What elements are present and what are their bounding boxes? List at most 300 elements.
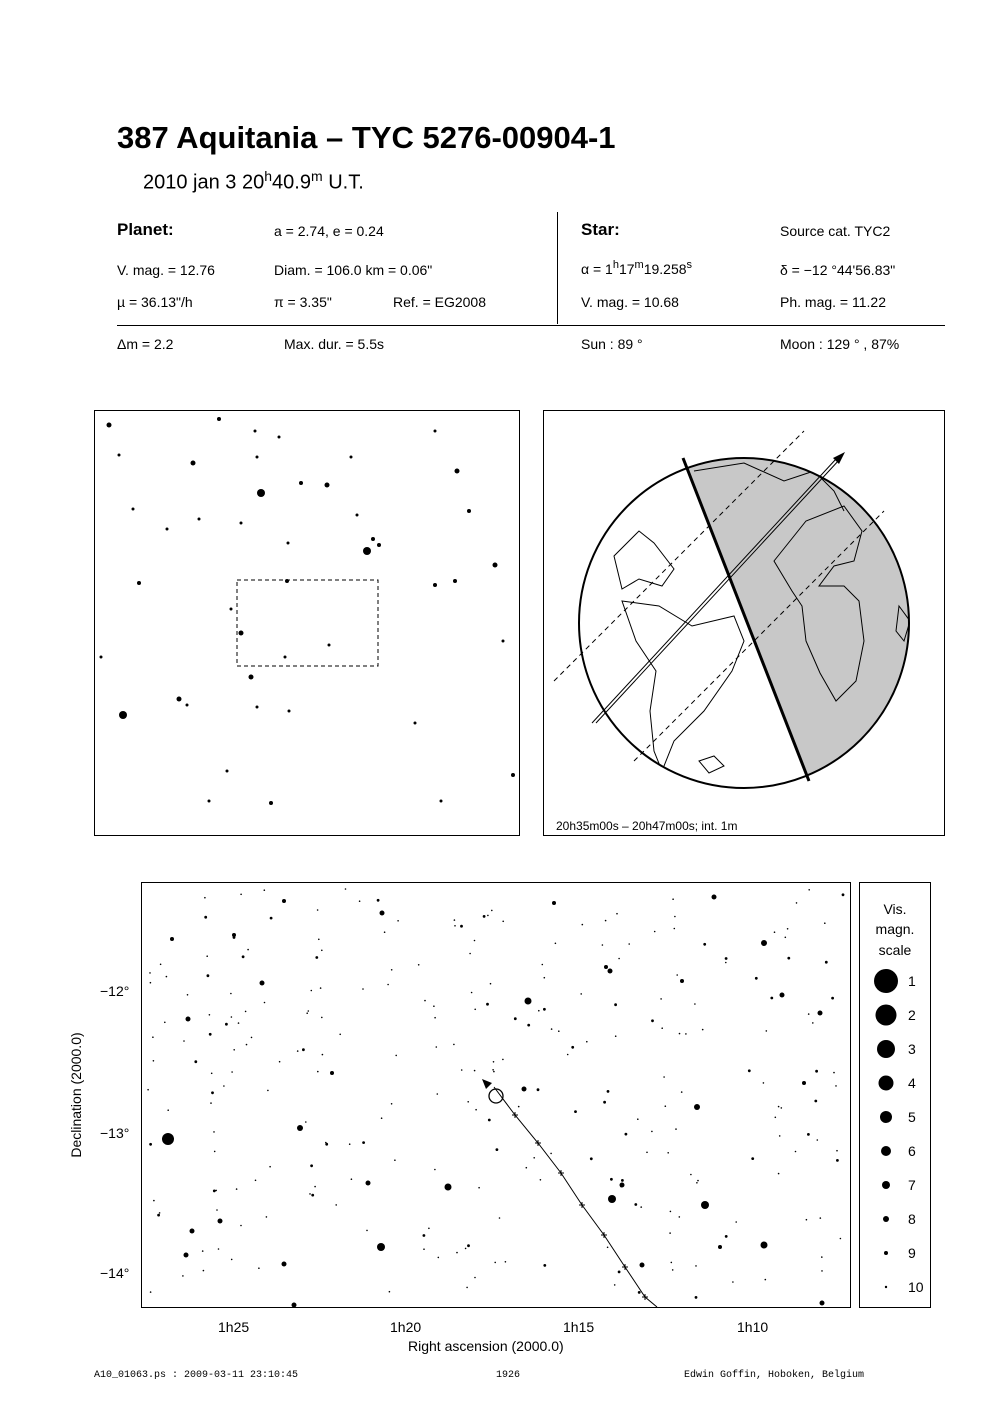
chart-star-faint bbox=[231, 1259, 233, 1261]
chart-star-faint bbox=[821, 1270, 823, 1272]
chart-star-faint bbox=[474, 940, 476, 942]
chart-star-faint bbox=[785, 937, 787, 939]
legend-dot bbox=[879, 1076, 894, 1091]
chart-star-faint bbox=[215, 1190, 217, 1192]
chart-star bbox=[282, 899, 286, 903]
chart-star-faint bbox=[490, 983, 492, 985]
chart-star-faint bbox=[696, 1182, 698, 1184]
chart-star-faint bbox=[317, 909, 319, 911]
y-tick-13: −13° bbox=[100, 1125, 130, 1141]
x-axis-label: Right ascension (2000.0) bbox=[408, 1338, 564, 1354]
chart-star bbox=[701, 1201, 709, 1209]
chart-star-faint bbox=[840, 1238, 842, 1240]
finder-star bbox=[502, 640, 505, 643]
chart-star bbox=[620, 1183, 625, 1188]
star-heading: Star: bbox=[581, 220, 620, 239]
chart-star-faint bbox=[359, 900, 361, 902]
chart-star-faint bbox=[266, 1216, 268, 1218]
column-divider bbox=[557, 212, 558, 324]
legend-label: 4 bbox=[908, 1075, 916, 1091]
chart-star-faint bbox=[778, 1106, 780, 1108]
finder-star bbox=[269, 801, 273, 805]
finder-star bbox=[217, 417, 221, 421]
finder-star bbox=[191, 461, 196, 466]
finder-star bbox=[166, 528, 169, 531]
chart-star bbox=[330, 1071, 334, 1075]
chart-star-faint bbox=[770, 997, 773, 1000]
chart-star-faint bbox=[152, 1036, 154, 1038]
delta-magnitude: Δm = 2.2 bbox=[117, 336, 174, 352]
chart-star bbox=[608, 969, 613, 974]
chart-star-faint bbox=[825, 961, 828, 964]
chart-star-faint bbox=[362, 1141, 365, 1144]
chart-star-faint bbox=[384, 931, 386, 933]
chart-star-faint bbox=[423, 1248, 425, 1250]
chart-star-faint bbox=[230, 993, 232, 995]
chart-star bbox=[377, 1243, 385, 1251]
chart-star-faint bbox=[607, 1247, 609, 1249]
chart-star-faint bbox=[543, 1008, 546, 1011]
chart-star-faint bbox=[616, 913, 618, 915]
legend-dot bbox=[877, 1040, 895, 1058]
chart-star-faint bbox=[251, 1037, 253, 1039]
legend-dots bbox=[860, 883, 930, 1307]
finder-star bbox=[239, 631, 244, 636]
finder-star bbox=[257, 489, 265, 497]
chart-star-faint bbox=[670, 1211, 672, 1213]
chart-star-faint bbox=[735, 1221, 737, 1223]
chart-star-faint bbox=[246, 1044, 248, 1046]
chart-star-faint bbox=[567, 1054, 569, 1056]
chart-star-faint bbox=[279, 1061, 281, 1063]
finder-star bbox=[208, 800, 211, 803]
chart-star-faint bbox=[681, 1091, 683, 1093]
chart-star-faint bbox=[486, 1003, 489, 1006]
planet-vmag: V. mag. = 12.76 bbox=[117, 262, 215, 278]
chart-star-faint bbox=[654, 931, 656, 933]
chart-star-faint bbox=[674, 916, 676, 918]
chart-star-faint bbox=[640, 1206, 642, 1208]
track-direction-arrow bbox=[482, 1079, 492, 1089]
chart-star-faint bbox=[351, 1178, 353, 1180]
chart-star-faint bbox=[558, 1030, 560, 1032]
chart-star-faint bbox=[258, 1267, 260, 1269]
legend-label: 9 bbox=[908, 1245, 916, 1261]
chart-star-faint bbox=[216, 1209, 218, 1211]
chart-star-faint bbox=[499, 1217, 501, 1219]
chart-star-faint bbox=[225, 1023, 228, 1026]
legend-label: 1 bbox=[908, 973, 916, 989]
chart-star-faint bbox=[349, 1143, 351, 1145]
track-time-tick bbox=[622, 1264, 628, 1270]
legend-dot bbox=[885, 1286, 887, 1288]
chart-star-faint bbox=[394, 1159, 396, 1161]
chart-star-faint bbox=[270, 917, 273, 920]
chart-star-faint bbox=[550, 1153, 552, 1155]
finder-star bbox=[240, 522, 243, 525]
chart-star bbox=[640, 1263, 645, 1268]
chart-star-faint bbox=[153, 1200, 155, 1202]
finder-star bbox=[256, 456, 259, 459]
chart-star-faint bbox=[325, 1143, 328, 1146]
chart-star-faint bbox=[434, 1017, 436, 1019]
chart-star bbox=[780, 993, 785, 998]
magnitude-legend bbox=[859, 882, 931, 1308]
chart-star-faint bbox=[586, 1041, 588, 1043]
planet-heading: Planet: bbox=[117, 220, 174, 239]
finder-star bbox=[288, 710, 291, 713]
chart-star bbox=[282, 1262, 287, 1267]
row-divider bbox=[117, 325, 945, 326]
chart-star-faint bbox=[223, 1085, 225, 1087]
chart-star-faint bbox=[395, 1055, 397, 1057]
chart-star-faint bbox=[493, 1071, 495, 1073]
chart-star bbox=[761, 940, 767, 946]
chart-star-faint bbox=[318, 939, 320, 941]
legend-dot bbox=[874, 969, 898, 993]
chart-star bbox=[162, 1133, 174, 1145]
chart-star-faint bbox=[240, 1225, 242, 1227]
chart-star-faint bbox=[397, 920, 399, 922]
chart-star-faint bbox=[309, 1193, 311, 1195]
chart-star-faint bbox=[725, 1235, 728, 1238]
chart-star-faint bbox=[213, 1190, 216, 1193]
chart-star-faint bbox=[812, 1022, 814, 1024]
chart-star-faint bbox=[231, 1016, 233, 1018]
chart-star-faint bbox=[461, 1069, 463, 1071]
chart-star-faint bbox=[453, 1044, 455, 1046]
chart-star-faint bbox=[614, 1003, 617, 1006]
asteroid-track bbox=[494, 1087, 657, 1307]
chart-star-faint bbox=[702, 1029, 704, 1031]
chart-star-faint bbox=[697, 1180, 699, 1182]
chart-star bbox=[184, 1253, 189, 1258]
chart-star bbox=[525, 998, 532, 1005]
chart-star-faint bbox=[149, 1143, 152, 1146]
moon-info: Moon : 129 ° , 87% bbox=[780, 336, 900, 352]
chart-star bbox=[445, 1184, 452, 1191]
chart-star-faint bbox=[391, 969, 393, 971]
chart-star-faint bbox=[339, 1034, 341, 1036]
chart-star-faint bbox=[211, 1091, 214, 1094]
chart-star-faint bbox=[660, 998, 662, 1000]
finder-star bbox=[186, 704, 189, 707]
chart-star-faint bbox=[391, 1103, 393, 1105]
chart-star-faint bbox=[157, 1214, 160, 1217]
chart-star-faint bbox=[725, 962, 727, 964]
finder-star bbox=[226, 770, 229, 773]
finder-chart bbox=[94, 410, 520, 836]
chart-star-faint bbox=[362, 988, 364, 990]
star-chart bbox=[141, 882, 851, 1308]
page-title: 387 Aquitania – TYC 5276-00904-1 bbox=[117, 120, 616, 155]
chart-star-faint bbox=[150, 1291, 152, 1293]
legend-title-1: Vis. bbox=[883, 901, 907, 917]
chart-star-faint bbox=[821, 1256, 823, 1258]
chart-star-faint bbox=[618, 958, 620, 960]
chart-star-faint bbox=[238, 1022, 240, 1024]
chart-star-faint bbox=[471, 992, 473, 994]
legend-label: 2 bbox=[908, 1007, 916, 1023]
y-axis-label: Declination (2000.0) bbox=[68, 1032, 84, 1158]
chart-star-faint bbox=[150, 982, 152, 984]
finder-star bbox=[249, 675, 254, 680]
chart-star-faint bbox=[537, 1088, 540, 1091]
chart-star-faint bbox=[465, 1248, 467, 1250]
chart-star-faint bbox=[634, 1203, 637, 1206]
finder-star bbox=[230, 608, 233, 611]
chart-star bbox=[170, 937, 174, 941]
finder-star bbox=[414, 722, 417, 725]
chart-star-faint bbox=[306, 1012, 308, 1014]
chart-star bbox=[380, 911, 385, 916]
chart-star bbox=[552, 901, 556, 905]
chart-star-faint bbox=[672, 898, 674, 900]
chart-star-faint bbox=[206, 955, 208, 957]
chart-star-faint bbox=[474, 1277, 476, 1279]
footer-number: 1926 bbox=[496, 1370, 521, 1381]
planet-orbit: a = 2.74, e = 0.24 bbox=[274, 223, 384, 239]
chart-star-faint bbox=[679, 1033, 681, 1035]
chart-star-faint bbox=[423, 1234, 426, 1237]
chart-star-faint bbox=[831, 997, 834, 1000]
chart-star-faint bbox=[474, 1070, 476, 1072]
finder-star bbox=[328, 644, 331, 647]
chart-star-faint bbox=[311, 1194, 314, 1197]
legend-label: 6 bbox=[908, 1143, 916, 1159]
chart-star-faint bbox=[493, 1061, 495, 1063]
chart-star-faint bbox=[815, 1070, 818, 1073]
chart-star-faint bbox=[428, 1228, 430, 1230]
chart-star-faint bbox=[533, 1157, 535, 1159]
chart-star-faint bbox=[820, 1217, 822, 1219]
chart-star-faint bbox=[305, 1121, 307, 1123]
chart-star-faint bbox=[590, 1157, 593, 1160]
chart-star-faint bbox=[311, 990, 313, 992]
chart-star-faint bbox=[787, 928, 789, 930]
chart-star-faint bbox=[321, 950, 323, 952]
chart-star-faint bbox=[233, 936, 236, 939]
chart-star bbox=[190, 1229, 195, 1234]
chart-star bbox=[694, 1104, 700, 1110]
chart-star-faint bbox=[544, 977, 546, 979]
chart-star-faint bbox=[297, 1050, 299, 1052]
legend-title-2: magn. bbox=[875, 921, 915, 937]
chart-star-faint bbox=[460, 925, 463, 928]
chart-star-faint bbox=[842, 893, 845, 896]
chart-star-faint bbox=[514, 1017, 517, 1020]
chart-star-faint bbox=[247, 949, 249, 951]
star-vmag: V. mag. = 10.68 bbox=[581, 294, 679, 310]
chart-star bbox=[218, 1219, 223, 1224]
chart-star-faint bbox=[538, 1010, 540, 1012]
chart-star-faint bbox=[434, 1169, 436, 1171]
chart-star-faint bbox=[814, 1100, 817, 1103]
chart-star-faint bbox=[310, 1164, 313, 1167]
finder-star bbox=[440, 800, 443, 803]
chart-star-faint bbox=[580, 993, 582, 995]
chart-star-faint bbox=[335, 1204, 337, 1206]
finder-star bbox=[325, 483, 330, 488]
legend-title-3: scale bbox=[878, 942, 912, 958]
chart-star bbox=[522, 1087, 527, 1092]
chart-star-faint bbox=[496, 1148, 499, 1151]
chart-star-faint bbox=[492, 1069, 494, 1071]
chart-star-faint bbox=[775, 1117, 777, 1119]
chart-star-faint bbox=[671, 1262, 673, 1264]
chart-star-faint bbox=[209, 1033, 212, 1036]
chart-star-faint bbox=[166, 976, 168, 978]
chart-star-faint bbox=[779, 1135, 781, 1137]
chart-star-faint bbox=[787, 957, 790, 960]
chart-star-faint bbox=[669, 1232, 671, 1234]
chart-star-faint bbox=[202, 1250, 204, 1252]
chart-star-faint bbox=[582, 924, 584, 926]
chart-star bbox=[761, 1242, 768, 1249]
chart-star-faint bbox=[685, 1033, 687, 1035]
chart-star-faint bbox=[153, 1060, 155, 1062]
chart-star-faint bbox=[210, 1102, 212, 1104]
chart-star-faint bbox=[207, 974, 210, 977]
chart-star-faint bbox=[672, 1269, 674, 1271]
south-america-coast bbox=[622, 601, 744, 771]
chart-star-faint bbox=[607, 1090, 610, 1093]
chart-star-faint bbox=[605, 920, 607, 922]
y-tick-14: −14° bbox=[100, 1265, 130, 1281]
chart-star-faint bbox=[487, 915, 489, 917]
chart-star-faint bbox=[255, 1180, 257, 1182]
chart-star-faint bbox=[167, 1109, 169, 1111]
path-direction-arrow bbox=[833, 452, 845, 464]
chart-star-faint bbox=[264, 1002, 266, 1004]
chart-star-faint bbox=[646, 1152, 648, 1154]
star-field bbox=[142, 883, 850, 1307]
chart-star-faint bbox=[204, 916, 207, 919]
chart-star-faint bbox=[159, 1212, 161, 1214]
y-tick-12: −12° bbox=[100, 983, 130, 999]
chart-star-faint bbox=[149, 972, 151, 974]
chart-star-faint bbox=[203, 1270, 205, 1272]
chart-star-faint bbox=[661, 1027, 663, 1029]
chart-star-faint bbox=[781, 1107, 783, 1109]
chart-star-faint bbox=[755, 977, 758, 980]
finder-star bbox=[356, 514, 359, 517]
finder-star bbox=[434, 430, 437, 433]
footer-author: Edwin Goffin, Hoboken, Belgium bbox=[684, 1370, 865, 1381]
chart-star-faint bbox=[674, 928, 676, 930]
chart-star-faint bbox=[665, 1105, 667, 1107]
chart-star-faint bbox=[667, 1152, 669, 1154]
chart-star bbox=[297, 1125, 303, 1131]
chart-star-faint bbox=[836, 1159, 839, 1162]
chart-star-faint bbox=[778, 1173, 780, 1175]
chart-star-faint bbox=[377, 899, 380, 902]
chart-star-faint bbox=[795, 1151, 797, 1153]
sun-elongation: Sun : 89 ° bbox=[581, 336, 643, 352]
chart-star-faint bbox=[308, 1010, 310, 1012]
x-tick-1h25: 1h25 bbox=[218, 1319, 250, 1335]
chart-star-faint bbox=[494, 1262, 496, 1264]
chart-star-faint bbox=[491, 910, 493, 912]
chart-star-faint bbox=[478, 1187, 480, 1189]
chart-star-faint bbox=[314, 1186, 316, 1188]
chart-star-faint bbox=[574, 1110, 577, 1113]
chart-star bbox=[818, 1011, 823, 1016]
antarctic-coast bbox=[699, 756, 724, 773]
finder-star bbox=[467, 509, 471, 513]
finder-star bbox=[177, 697, 182, 702]
x-tick-1h15: 1h15 bbox=[563, 1319, 595, 1335]
chart-star-faint bbox=[317, 1071, 319, 1073]
x-tick-1h10: 1h10 bbox=[737, 1319, 769, 1335]
chart-star-faint bbox=[676, 974, 678, 976]
chart-star-faint bbox=[467, 1101, 469, 1103]
chart-star-faint bbox=[543, 1264, 546, 1267]
chart-star-faint bbox=[835, 1085, 837, 1087]
chart-star-faint bbox=[518, 1106, 520, 1108]
chart-star-faint bbox=[694, 1003, 696, 1005]
finder-star bbox=[118, 454, 121, 457]
x-tick-1h20: 1h20 bbox=[390, 1319, 422, 1335]
globe bbox=[544, 411, 944, 835]
finder-star bbox=[254, 430, 257, 433]
chart-star-faint bbox=[315, 956, 318, 959]
chart-star bbox=[820, 1301, 825, 1306]
chart-star-faint bbox=[264, 889, 266, 891]
chart-star-faint bbox=[214, 1151, 216, 1153]
chart-star-faint bbox=[505, 1261, 507, 1263]
chart-star-faint bbox=[242, 955, 245, 958]
planet-reference: Ref. = EG2008 bbox=[393, 294, 487, 310]
chart-star-faint bbox=[651, 1019, 654, 1022]
finder-star bbox=[285, 579, 289, 583]
chart-star-faint bbox=[454, 925, 456, 927]
legend-label: 3 bbox=[908, 1041, 916, 1057]
finder-star bbox=[119, 711, 127, 719]
legend-dot bbox=[882, 1181, 890, 1189]
finder-star bbox=[137, 581, 141, 585]
chart-star-faint bbox=[540, 1179, 542, 1181]
chart-star-faint bbox=[751, 1157, 754, 1160]
chart-star-faint bbox=[796, 902, 798, 904]
chart-star-faint bbox=[233, 1049, 235, 1051]
chart-star-faint bbox=[808, 889, 810, 891]
chart-star-faint bbox=[625, 1133, 628, 1136]
chart-star-faint bbox=[602, 944, 604, 946]
finder-star bbox=[278, 436, 281, 439]
chart-star-faint bbox=[651, 1131, 653, 1133]
detail-field-outline bbox=[237, 580, 378, 666]
earth-path-map bbox=[543, 410, 945, 836]
chart-star-faint bbox=[366, 1230, 368, 1232]
chart-star bbox=[292, 1303, 297, 1308]
chart-star-faint bbox=[389, 1291, 391, 1293]
chart-star-faint bbox=[637, 1118, 639, 1120]
chart-star bbox=[718, 1245, 722, 1249]
finder-star bbox=[511, 773, 515, 777]
chart-star bbox=[186, 1017, 191, 1022]
chart-star-faint bbox=[638, 1291, 641, 1294]
chart-star bbox=[366, 1181, 371, 1186]
chart-star-faint bbox=[690, 1174, 692, 1176]
chart-star-faint bbox=[164, 1022, 166, 1024]
chart-star-faint bbox=[621, 1179, 624, 1182]
finder-stars bbox=[95, 411, 519, 835]
chart-star-faint bbox=[454, 919, 456, 921]
chart-star-faint bbox=[466, 1287, 468, 1289]
finder-star bbox=[256, 706, 259, 709]
chart-star-faint bbox=[695, 1296, 698, 1299]
